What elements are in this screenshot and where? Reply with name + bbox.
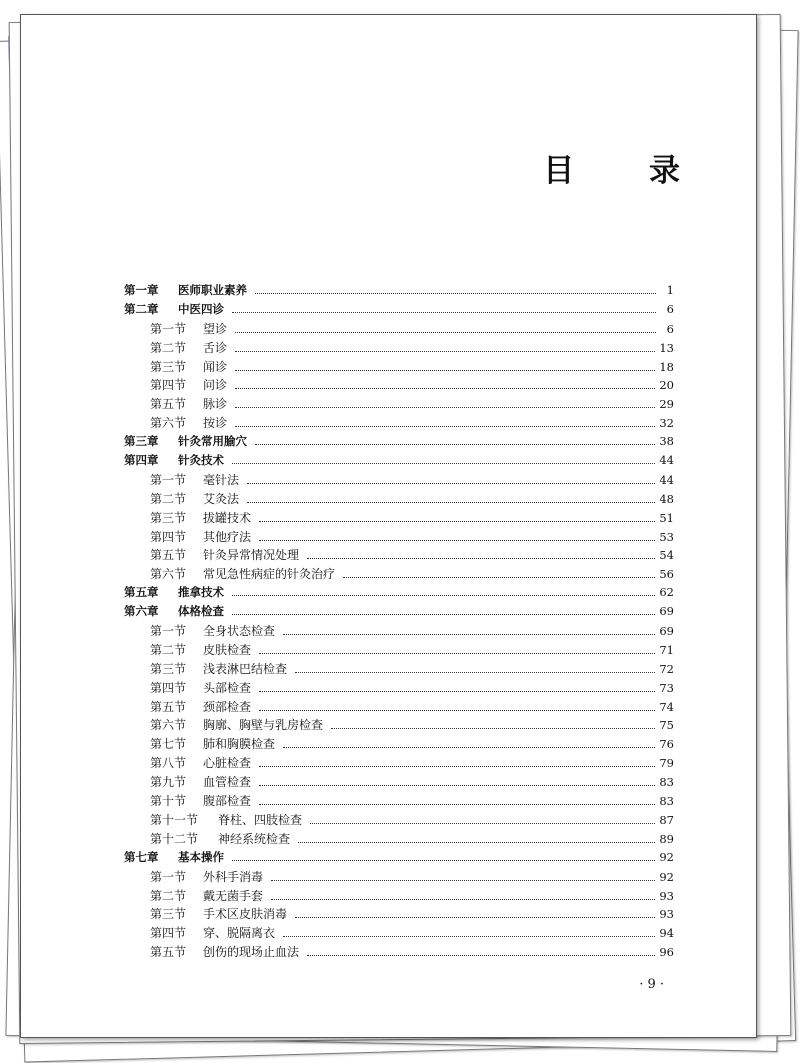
toc-dot-leader	[307, 954, 655, 956]
toc-section-row	[124, 679, 674, 698]
toc-dot-leader	[247, 482, 655, 484]
toc-page-number: 87	[659, 812, 674, 827]
toc-entry-number: 第五节	[150, 699, 187, 714]
toc-section-row	[124, 773, 674, 792]
toc-entry-title: 创伤的现场止血法	[203, 945, 300, 960]
toc-page-number: 96	[659, 945, 674, 960]
toc-entry-number: 第七章	[124, 849, 159, 864]
toc-section-row	[124, 528, 674, 547]
toc-entry-number: 第三节	[150, 510, 187, 525]
toc-entry-number: 第三节	[150, 359, 187, 374]
toc-entry-title: 外科手消毒	[203, 869, 264, 884]
toc-page-number: 92	[659, 849, 674, 864]
toc-dot-leader	[235, 350, 655, 352]
toc-page-number: 62	[659, 585, 674, 600]
toc-entry-number: 第四节	[150, 378, 187, 393]
toc-entry-title: 胸廓、胸壁与乳房检查	[203, 718, 324, 733]
toc-entry-number: 第五章	[124, 585, 159, 600]
toc-section-row	[124, 698, 674, 717]
toc-dot-leader	[283, 935, 655, 937]
toc-entry-number: 第六节	[150, 718, 187, 733]
toc-entry-title: 舌诊	[203, 340, 228, 355]
toc-chapter-row	[124, 301, 674, 320]
toc-entry-title: 基本操作	[178, 849, 224, 864]
toc-page-number: 51	[659, 510, 674, 525]
toc-section-row	[124, 320, 674, 339]
toc-entry-number: 第三节	[150, 907, 187, 922]
toc-dot-leader	[259, 539, 655, 541]
toc-dot-leader	[343, 576, 655, 578]
toc-entry-number: 第十二节	[150, 831, 199, 846]
toc-section-row	[124, 471, 674, 490]
toc-entry-title: 手术区皮肤消毒	[203, 907, 288, 922]
toc-entry-number: 第二节	[150, 491, 187, 506]
toc-section-row	[124, 546, 674, 565]
toc-entry-title: 穿、脱隔离衣	[203, 926, 276, 941]
toc-dot-leader	[259, 765, 655, 767]
toc-page-number: 89	[659, 831, 674, 846]
page-title: 目 录	[543, 153, 712, 189]
toc-page-number: 76	[659, 737, 674, 752]
toc-entry-number: 第二章	[124, 301, 159, 316]
toc-dot-leader	[271, 879, 655, 881]
toc-section-row	[124, 376, 674, 395]
toc-section-row	[124, 735, 674, 754]
toc-entry-number: 第三章	[124, 434, 159, 449]
toc-dot-leader	[259, 784, 655, 786]
toc-page-number: 20	[659, 378, 674, 393]
table-of-contents	[124, 282, 674, 962]
toc-entry-title: 脉诊	[203, 397, 228, 412]
toc-page-number: 18	[659, 359, 674, 374]
toc-section-row	[124, 660, 674, 679]
toc-entry-number: 第四节	[150, 680, 187, 695]
toc-entry-title: 推拿技术	[178, 585, 224, 600]
toc-dot-leader	[283, 633, 655, 635]
toc-section-row	[124, 924, 674, 943]
toc-dot-leader	[331, 727, 655, 729]
toc-entry-title: 戴无菌手套	[203, 888, 264, 903]
page-number: · 9 ·	[639, 977, 664, 992]
toc-chapter-row	[124, 282, 674, 301]
toc-entry-number: 第一节	[150, 869, 187, 884]
toc-dot-leader	[298, 841, 655, 843]
toc-page-number: 56	[659, 567, 674, 582]
toc-section-row	[124, 716, 674, 735]
toc-chapter-row	[124, 584, 674, 603]
toc-entry-title: 望诊	[203, 321, 228, 336]
toc-entry-title: 拔罐技术	[203, 510, 252, 525]
toc-entry-number: 第七节	[150, 737, 187, 752]
toc-entry-title: 针灸技术	[178, 453, 224, 468]
toc-entry-number: 第二节	[150, 340, 187, 355]
toc-section-row	[124, 339, 674, 358]
toc-entry-title: 体格检查	[178, 604, 224, 619]
toc-page-number: 44	[659, 453, 674, 468]
toc-entry-number: 第五节	[150, 945, 187, 960]
toc-dot-leader	[235, 369, 655, 371]
toc-entry-number: 第二节	[150, 888, 187, 903]
toc-entry-number: 第一节	[150, 321, 187, 336]
toc-entry-number: 第八节	[150, 756, 187, 771]
toc-entry-title: 常见急性病症的针灸治疗	[203, 567, 336, 582]
toc-section-row	[124, 509, 674, 528]
toc-page-number: 79	[659, 756, 674, 771]
toc-page-number: 48	[659, 491, 674, 506]
toc-entry-title: 闻诊	[203, 359, 228, 374]
toc-chapter-row	[124, 452, 674, 471]
toc-dot-leader	[232, 859, 655, 861]
toc-page-number: 54	[659, 548, 674, 563]
toc-entry-title: 医师职业素养	[178, 283, 247, 297]
toc-dot-leader	[255, 443, 655, 445]
toc-entry-title: 皮肤检查	[203, 642, 252, 657]
toc-section-row	[124, 811, 674, 830]
toc-page-number: 73	[659, 680, 674, 695]
toc-entry-number: 第五节	[150, 397, 187, 412]
toc-page-number: 83	[659, 794, 674, 809]
toc-page-number: 69	[659, 604, 674, 619]
toc-section-row	[124, 641, 674, 660]
toc-page-number: 69	[659, 624, 674, 639]
toc-entry-title: 毫针法	[203, 472, 240, 487]
toc-entry-title: 全身状态检查	[203, 624, 276, 639]
toc-dot-leader	[259, 652, 655, 654]
toc-entry-title: 问诊	[203, 378, 228, 393]
toc-page-number: 6	[666, 301, 674, 316]
toc-dot-leader	[235, 425, 655, 427]
toc-entry-number: 第六章	[124, 604, 159, 619]
toc-dot-leader	[235, 406, 655, 408]
toc-entry-title: 针灸异常情况处理	[203, 548, 300, 563]
toc-section-row	[124, 622, 674, 641]
toc-entry-title: 心脏检查	[203, 756, 252, 771]
toc-dot-leader	[247, 501, 655, 503]
toc-entry-title: 浅表淋巴结检查	[203, 661, 288, 676]
toc-dot-leader	[295, 671, 655, 673]
toc-entry-number: 第十一节	[150, 812, 199, 827]
toc-page-number: 93	[659, 888, 674, 903]
toc-page-number: 92	[659, 869, 674, 884]
toc-entry-number: 第一章	[124, 283, 159, 297]
toc-dot-leader	[255, 292, 656, 294]
toc-entry-number: 第六节	[150, 567, 187, 582]
toc-entry-number: 第一节	[150, 472, 187, 487]
toc-section-row	[124, 358, 674, 377]
toc-dot-leader	[310, 822, 655, 824]
toc-page-number: 29	[659, 397, 674, 412]
toc-dot-leader	[235, 331, 656, 333]
toc-entry-title: 血管检查	[203, 775, 252, 790]
toc-entry-number: 第一节	[150, 624, 187, 639]
toc-page-number: 32	[659, 416, 674, 431]
toc-page-number: 6	[666, 321, 674, 336]
toc-entry-number: 第六节	[150, 416, 187, 431]
toc-dot-leader	[259, 709, 655, 711]
toc-entry-number: 第十节	[150, 794, 187, 809]
toc-entry-title: 头部检查	[203, 680, 252, 695]
toc-dot-leader	[259, 803, 655, 805]
document-page	[20, 14, 757, 1038]
toc-section-row	[124, 868, 674, 887]
toc-chapter-row	[124, 849, 674, 868]
toc-section-row	[124, 830, 674, 849]
toc-entry-title: 按诊	[203, 416, 228, 431]
toc-dot-leader	[232, 613, 655, 615]
toc-dot-leader	[283, 746, 655, 748]
toc-entry-number: 第四章	[124, 453, 159, 468]
toc-page-number: 94	[659, 926, 674, 941]
toc-page-number: 13	[659, 340, 674, 355]
toc-page-number: 83	[659, 775, 674, 790]
toc-entry-number: 第四节	[150, 529, 187, 544]
toc-entry-number: 第二节	[150, 642, 187, 657]
toc-chapter-row	[124, 433, 674, 452]
toc-dot-leader	[232, 311, 656, 313]
toc-page-number: 53	[659, 529, 674, 544]
toc-section-row	[124, 490, 674, 509]
toc-entry-title: 神经系统检查	[218, 831, 291, 846]
toc-page-number: 74	[659, 699, 674, 714]
toc-page-number: 38	[659, 434, 674, 449]
toc-entry-title: 颈部检查	[203, 699, 252, 714]
toc-entry-number: 第三节	[150, 661, 187, 676]
toc-dot-leader	[232, 594, 655, 596]
toc-entry-title: 艾灸法	[203, 491, 240, 506]
toc-section-row	[124, 754, 674, 773]
toc-section-row	[124, 792, 674, 811]
toc-chapter-row	[124, 603, 674, 622]
toc-page-number: 72	[659, 661, 674, 676]
toc-dot-leader	[271, 898, 655, 900]
toc-entry-number: 第五节	[150, 548, 187, 563]
toc-dot-leader	[307, 557, 655, 559]
toc-dot-leader	[259, 520, 655, 522]
toc-page-number: 1	[666, 283, 674, 297]
toc-section-row	[124, 887, 674, 906]
toc-entry-number: 第九节	[150, 775, 187, 790]
toc-entry-number: 第四节	[150, 926, 187, 941]
toc-section-row	[124, 905, 674, 924]
toc-page-number: 93	[659, 907, 674, 922]
toc-entry-title: 腹部检查	[203, 794, 252, 809]
toc-section-row	[124, 943, 674, 962]
toc-dot-leader	[259, 690, 655, 692]
toc-entry-title: 脊柱、四肢检查	[218, 812, 303, 827]
toc-entry-title: 其他疗法	[203, 529, 252, 544]
toc-page-number: 75	[659, 718, 674, 733]
toc-page-number: 44	[659, 472, 674, 487]
toc-section-row	[124, 414, 674, 433]
toc-section-row	[124, 565, 674, 584]
toc-entry-title: 针灸常用腧穴	[178, 434, 247, 449]
toc-dot-leader	[295, 916, 655, 918]
toc-page-number: 71	[659, 642, 674, 657]
toc-dot-leader	[235, 387, 655, 389]
toc-entry-title: 肺和胸膜检查	[203, 737, 276, 752]
toc-section-row	[124, 395, 674, 414]
toc-entry-title: 中医四诊	[178, 301, 224, 316]
toc-dot-leader	[232, 462, 655, 464]
